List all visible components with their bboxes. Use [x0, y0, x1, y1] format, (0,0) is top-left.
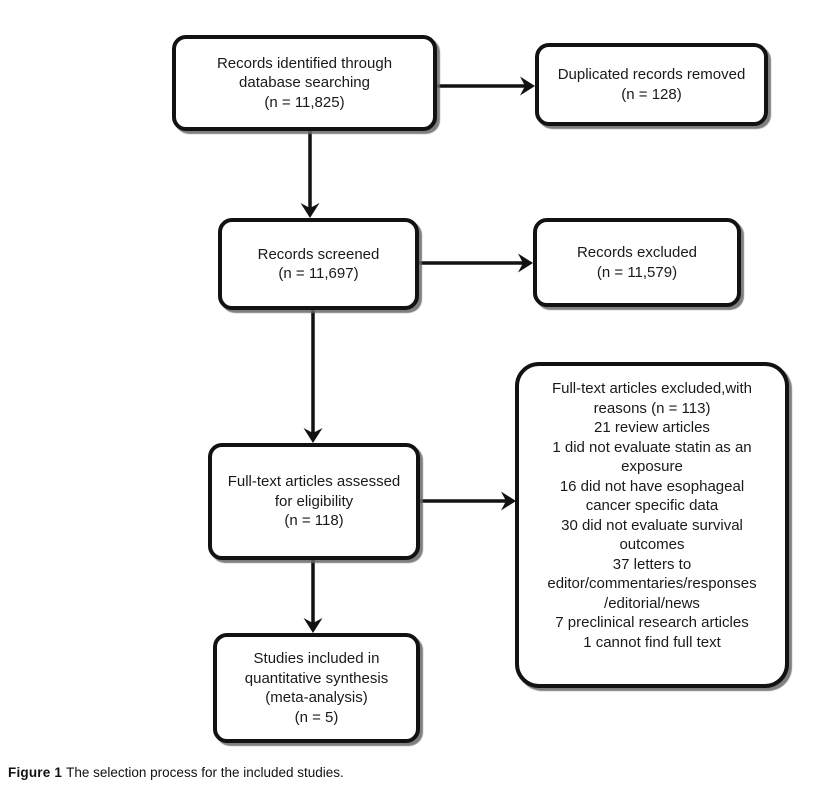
box-text-line: for eligibility	[274, 492, 354, 510]
box-text-line: /editorial/news	[604, 594, 700, 612]
box-text-line: (n = 11,697)	[278, 265, 359, 282]
box-text-line: Full-text articles excluded,with	[551, 380, 753, 397]
figure-caption-text: The selection process for the included studies.	[66, 765, 344, 780]
box-text-line: reasons (n = 113)	[593, 399, 711, 417]
box-fulltext-assessed	[208, 443, 420, 560]
box-text-line: 7 preclinical research articles	[555, 614, 749, 631]
box-text-line: (n = 5)	[294, 708, 339, 726]
figure-caption-label: Figure 1	[8, 765, 63, 780]
box-text-line: (n = 128)	[621, 85, 682, 103]
box-text-line: (n = 11,825)	[264, 93, 345, 111]
box-text-line: Studies included in	[253, 650, 380, 667]
box-text-line: editor/commentaries/responses	[547, 575, 757, 592]
box-text-line: 1 did not evaluate statin as an	[552, 438, 752, 456]
box-text-line: 21 review articles	[594, 419, 710, 436]
box-text-line: (n = 11,579)	[596, 263, 678, 281]
box-text-line: exposure	[621, 458, 683, 475]
box-fulltext-excluded-reasons	[515, 362, 789, 688]
box-text-line: (meta-analysis)	[265, 689, 368, 706]
box-text-line: (n = 118)	[284, 512, 344, 530]
box-records-identified	[172, 35, 437, 131]
box-text-line: Records identified through	[216, 54, 393, 72]
box-text-line: 37 letters to	[612, 555, 692, 573]
box-records-screened	[218, 218, 419, 310]
figure-caption	[8, 765, 344, 780]
box-text-line: 30 did not evaluate survival	[561, 516, 743, 534]
box-text-line: 1 cannot find full text	[583, 633, 721, 651]
box-text-line: Records screened	[257, 245, 380, 263]
box-text-line: database searching	[239, 74, 370, 92]
box-text-line: Records excluded	[576, 244, 698, 261]
box-text-line: cancer specific data	[585, 497, 719, 514]
box-text-line: 16 did not have esophageal	[559, 477, 745, 495]
box-text-line: Full-text articles assessed	[227, 473, 401, 491]
box-duplicates-removed	[535, 43, 768, 126]
box-studies-included	[213, 633, 420, 743]
box-records-excluded	[533, 218, 741, 307]
box-text-line: outcomes	[619, 536, 685, 553]
box-text-line: Duplicated records removed	[557, 66, 746, 83]
box-text-line: quantitative synthesis	[244, 669, 389, 687]
